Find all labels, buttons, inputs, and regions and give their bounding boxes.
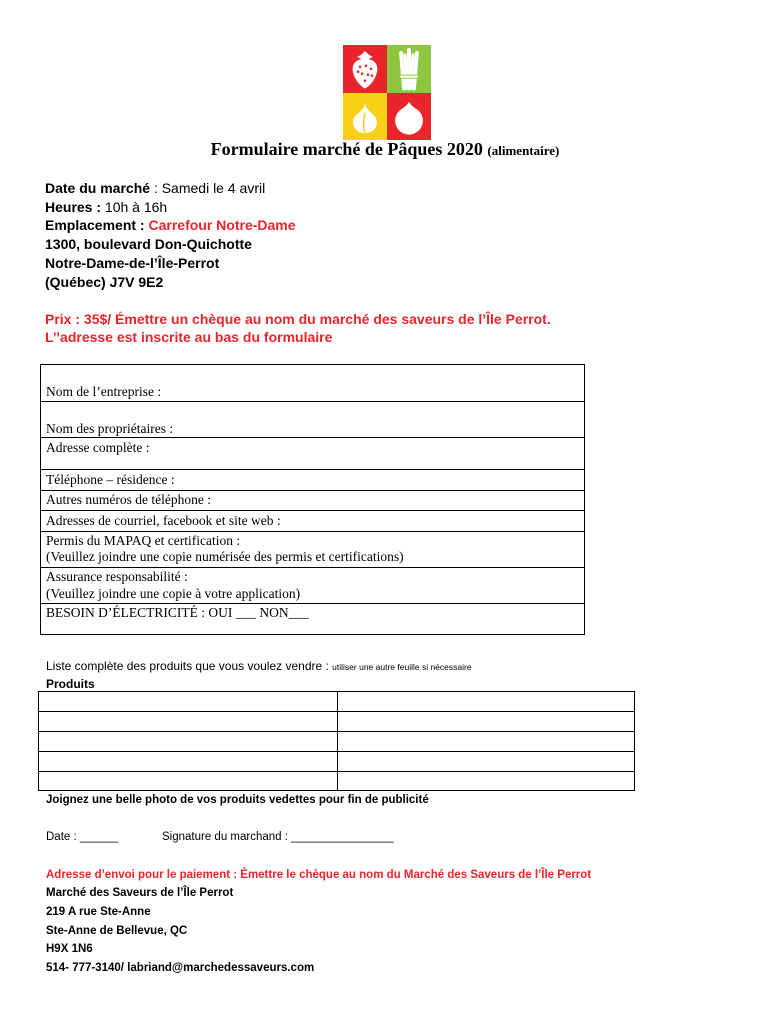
other-phones-label: Autres numéros de téléphone :	[46, 492, 211, 507]
date-value: : Samedi le 4 avril	[150, 180, 266, 196]
products-row-divider	[39, 711, 634, 712]
phone-home-row[interactable]	[41, 470, 584, 491]
hours-label: Heures :	[45, 199, 102, 215]
address-note: L’’adresse est inscrite au bas du formulaire	[45, 329, 333, 345]
mapaq-row[interactable]	[41, 532, 584, 568]
mailing-header: Adresse d’envoi pour le paiement : Émettre le chèque au nom du Marché des Saveurs de l’Île Perrot	[46, 869, 592, 881]
products-list-text: Liste complète des produits que vous voulez vendre :	[46, 659, 333, 673]
date-field[interactable]: Date : ______	[46, 831, 119, 843]
price-line: Prix : 35$/ Émettre un chèque au nom du marché des saveurs de l’Île Perrot.	[45, 311, 551, 327]
electricity-row[interactable]	[41, 604, 584, 634]
signature-field[interactable]: Signature du marchand : ________________	[162, 831, 394, 843]
mapaq-label: Permis du MAPAQ et certification :	[46, 533, 241, 548]
title-suffix: (alimentaire)	[487, 143, 560, 158]
market-logo	[343, 45, 431, 140]
electricity-label: BESOIN D’ÉLECTRICITÉ : OUI ___ NON___	[46, 605, 309, 620]
owners-row[interactable]	[41, 402, 584, 438]
address-line-3: (Québec) J7V 9E2	[45, 274, 164, 290]
mailing-street: 219 A rue Ste-Anne	[46, 906, 151, 918]
asparagus-icon	[387, 45, 431, 93]
products-list-label	[46, 659, 472, 673]
emails-label: Adresses de courriel, facebook et site web :	[46, 513, 281, 528]
products-table	[38, 691, 635, 791]
market-location	[45, 216, 296, 235]
market-date	[45, 179, 265, 198]
mailing-city: Ste-Anne de Bellevue, QC	[46, 925, 188, 937]
garlic-icon	[343, 93, 387, 141]
full-address-label: Adresse complète :	[46, 440, 150, 455]
location-label: Emplacement :	[45, 217, 149, 233]
company-label: Nom de l’entreprise :	[46, 384, 162, 399]
address-line-1: 1300, boulevard Don-Quichotte	[45, 236, 252, 252]
mailing-postal: H9X 1N6	[46, 943, 93, 955]
tomato-icon	[387, 93, 431, 141]
title-main: Formulaire marché de Pâques 2020	[210, 139, 483, 159]
products-header: Produits	[46, 677, 95, 691]
products-column-divider	[337, 692, 338, 790]
products-list-note: utiliser une autre feuille si nécessaire	[332, 662, 472, 672]
owners-label: Nom des propriétaires :	[46, 421, 174, 436]
other-phones-row[interactable]	[41, 491, 584, 511]
address-line-2: Notre-Dame-de-l’Île-Perrot	[45, 255, 220, 271]
location-value: Carrefour Notre-Dame	[148, 217, 296, 233]
insurance-note: (Veuillez joindre une copie à votre application)	[46, 586, 301, 601]
products-row-divider	[39, 731, 634, 732]
address-row[interactable]	[41, 438, 584, 470]
insurance-row[interactable]	[41, 568, 584, 604]
products-row-divider	[39, 771, 634, 772]
vendor-info-table	[40, 364, 585, 635]
emails-row[interactable]	[41, 511, 584, 532]
photo-note: Joignez une belle photo de vos produits vedettes pour fin de publicité	[46, 794, 429, 806]
strawberry-icon	[343, 45, 387, 93]
mailing-name: Marché des Saveurs de l’Île Perrot	[46, 887, 234, 899]
products-row-divider	[39, 751, 634, 752]
market-hours	[45, 198, 167, 217]
insurance-label: Assurance responsabilité :	[46, 569, 188, 584]
mapaq-note: (Veuillez joindre une copie numérisée des permis et certifications)	[46, 549, 404, 564]
company-row[interactable]	[41, 365, 584, 402]
mailing-contact[interactable]: 514- 777-3140/ labriand@marchedessaveurs.com	[46, 962, 315, 974]
hours-value: 10h à 16h	[101, 199, 168, 215]
date-label: Date du marché	[45, 180, 151, 196]
phone-home-label: Téléphone – résidence :	[46, 472, 175, 487]
page-title	[0, 139, 770, 160]
